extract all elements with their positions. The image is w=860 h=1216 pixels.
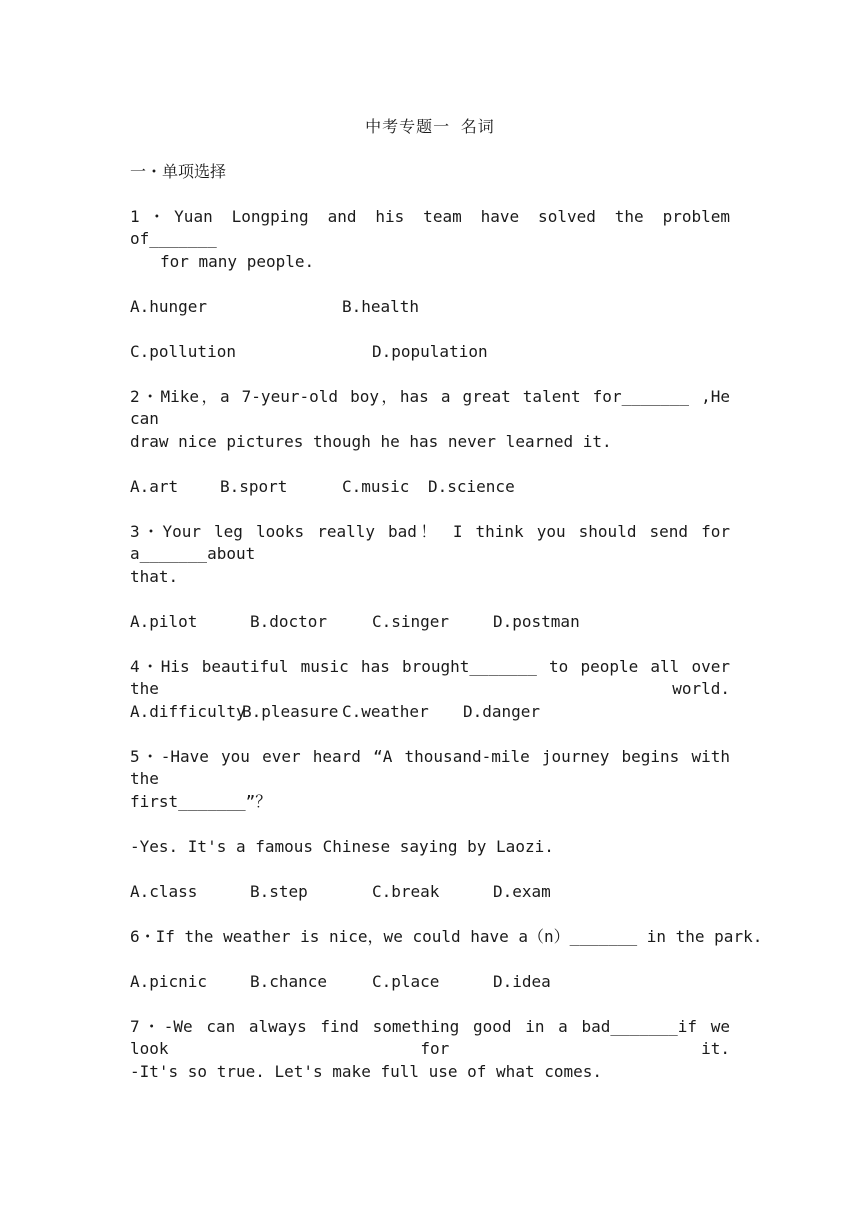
question-3-option-a: A.pilot [130,612,198,631]
question-1-line-2: for many people. [160,252,315,271]
question-2-option-c: C.music [342,477,410,496]
question-6-option-a: A.picnic [130,972,208,991]
question-5-line-1: 5・-Have you ever heard “A thousand-mile journey begins with the [130,747,731,788]
question-7-line-2: -It's so true. Let's make full use of what comes. [130,1062,603,1081]
question-2-option-a: A.art [130,477,179,496]
question-1-option-d: D.population [372,342,488,361]
question-4-line-1: 4・His beautiful music has brought_______ to people all over the world. [130,657,731,698]
page-title: 中考专题一 名词 [365,117,495,136]
question-1-line-1: 1・Yuan Longping and his team have solved the problem of_______ [130,207,730,248]
question-3-option-b: B.doctor [250,612,328,631]
question-3-line-1: 3・Your leg looks really bad！ I think you should send for a_______about [130,522,730,563]
question-5-option-c: C.break [372,882,440,901]
question-3-line-2: that. [130,567,179,586]
question-1-option-c: C.pollution [130,342,236,361]
question-6-line-1: 6・If the weather is nice，we could have a（n）_______ in the park. [130,927,763,946]
question-1-option-a: A.hunger [130,297,208,316]
question-3-option-d: D.postman [493,612,580,631]
question-2-line-1: 2・Mike，a 7-yeur-old boy，has a great talent for_______ ,He can [130,387,730,428]
question-6-option-b: B.chance [250,972,328,991]
question-2-option-b: B.sport [220,477,288,496]
section-heading: 一・单项选择 [130,162,227,181]
question-4-option-b: B.pleasure [242,702,339,721]
question-6-option-c: C.place [372,972,440,991]
question-4-option-a: A.difficulty [130,702,246,721]
question-4-option-c: C.weather [342,702,429,721]
question-1-option-b: B.health [342,297,420,316]
question-5-line-3: -Yes. It's a famous Chinese saying by Laozi. [130,837,554,856]
question-5-option-d: D.exam [493,882,551,901]
question-5-option-a: A.class [130,882,198,901]
question-2-option-d: D.science [428,477,515,496]
question-2-line-2: draw nice pictures though he has never learned it. [130,432,612,451]
question-3-option-c: C.singer [372,612,450,631]
question-6-option-d: D.idea [493,972,551,991]
question-5-line-2: first_______”？ [130,792,272,811]
question-5-option-b: B.step [250,882,308,901]
question-4-option-d: D.danger [463,702,541,721]
question-7-line-1: 7・-We can always find something good in a bad_______if we look for it. [130,1017,730,1058]
